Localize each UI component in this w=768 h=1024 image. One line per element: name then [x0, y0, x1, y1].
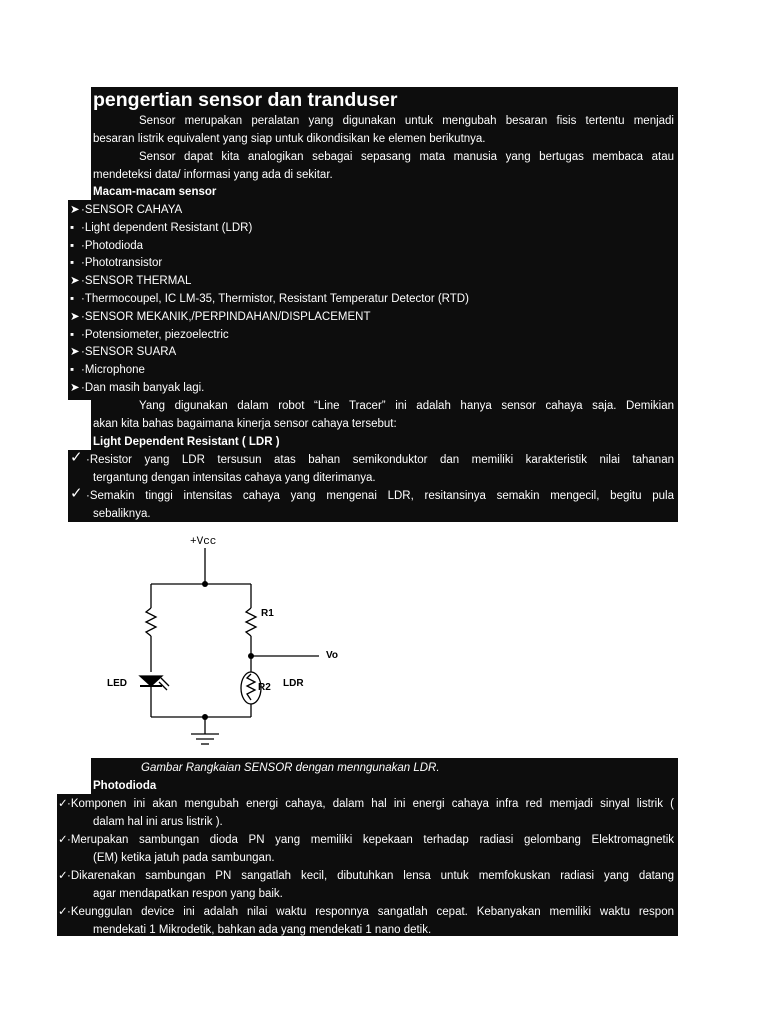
vo-label: Vo	[326, 650, 339, 661]
photodioda-point-line1: ·Keunggulan device ini adalah nilai waktu responnya sangatlah cepat. Kebanyakan memiliki waktu respon	[67, 906, 674, 918]
ldr-point-line1: ·Resistor yang LDR tersusun atas bahan semikonduktor dan memiliki karakteristik nilai tahanan	[86, 454, 674, 466]
check-bullet-icon: ✓	[58, 834, 68, 846]
line-tracer-line1: Yang digunakan dalam robot “Line Tracer” ini adalah hanya sensor cahaya saja. Demikian	[139, 400, 674, 412]
list-item: ▪ ·Potensiometer, piezoelectric	[70, 327, 229, 345]
photodioda-point-line2: dalam hal ini arus listrik ).	[93, 816, 223, 828]
photodioda-point-line1: ·Merupakan sambungan dioda PN yang memiliki kepekaan terhadap radiasi gelombang Elektromagnetik	[67, 834, 674, 846]
list-item: ➤·SENSOR CAHAYA	[70, 202, 182, 220]
photodioda-point-line1: ·Komponen ini akan mengubah energi cahaya, dalam hal ini energi cahaya infra red memjadi sinyal listrik (	[67, 798, 674, 810]
r2-label: R2	[258, 682, 271, 693]
list-item: ➤·SENSOR SUARA	[70, 344, 176, 362]
vcc-label: +Vcc	[190, 536, 217, 548]
ldr-point-line2: sebaliknya.	[93, 508, 151, 520]
intro-p1-line2: besaran listrik equivalent yang siap untuk dikondisikan ke elemen berikutnya.	[93, 133, 486, 145]
intro-p1-line1: Sensor merupakan peralatan yang digunakan untuk mengubah besaran fisis tertentu menjadi	[139, 115, 674, 127]
photodioda-heading: Photodioda	[93, 780, 157, 792]
square-bullet-icon: ▪	[70, 239, 75, 252]
photodioda-point-line1: ·Dikarenakan sambungan PN sangatlah kecil, dibutuhkan lensa untuk memfokuskan radiasi yang datang	[67, 870, 674, 882]
arrow-bullet-icon: ➤	[70, 204, 80, 216]
square-bullet-icon: ▪	[70, 221, 75, 234]
list-item: ▪ ·Phototransistor	[70, 255, 162, 273]
photodioda-point-line2: (EM) ketika jatuh pada sambungan.	[93, 852, 275, 864]
check-bullet-icon: ✓	[70, 449, 83, 466]
figure-caption: Gambar Rangkaian SENSOR dengan menngunakan LDR.	[141, 762, 440, 774]
list-item: ➤·SENSOR THERMAL	[70, 273, 191, 291]
square-bullet-icon: ▪	[70, 293, 75, 305]
r1-label: R1	[261, 608, 274, 619]
led-label: LED	[107, 678, 127, 689]
arrow-bullet-icon: ➤	[70, 382, 80, 394]
list-item: ▪ ·Microphone	[70, 362, 145, 380]
check-bullet-icon: ✓	[58, 870, 68, 882]
page-title: pengertian sensor dan tranduser	[93, 89, 398, 111]
intro-p2-line2: mendeteksi data/ informasi yang ada di sekitar.	[93, 169, 333, 181]
ldr-point-line2: tergantung dengan intensitas cahaya yang diterimanya.	[93, 472, 376, 484]
photodioda-point-line2: agar mendapatkan respon yang baik.	[93, 888, 283, 900]
arrow-bullet-icon: ➤	[70, 310, 80, 323]
ldr-heading: Light Dependent Resistant ( LDR )	[93, 436, 280, 448]
list-item: ▪ ·Thermocoupel, IC LM-35, Thermistor, Resistant Temperatur Detector (RTD)	[70, 291, 469, 309]
ldr-point-line1: ·Semakin tinggi intensitas cahaya yang mengenai LDR, resitansinya semakin mengecil, begitu pula	[86, 490, 674, 502]
intro-p2-line1: Sensor dapat kita analogikan sebagai sepasang mata manusia yang bertugas membaca atau	[139, 151, 674, 163]
check-bullet-icon: ✓	[58, 798, 68, 810]
check-bullet-icon: ✓	[58, 906, 68, 918]
arrow-bullet-icon: ➤	[70, 346, 80, 359]
square-bullet-icon: ▪	[70, 257, 75, 270]
square-bullet-icon: ▪	[70, 364, 75, 377]
list-item: ▪ ·Light dependent Resistant (LDR)	[70, 220, 252, 238]
square-bullet-icon: ▪	[70, 328, 75, 341]
ldr-label: LDR	[283, 678, 304, 689]
line-tracer-line2: akan kita bahas bagaimana kinerja sensor cahaya tersebut:	[93, 418, 397, 430]
photodioda-point-line2: mendekati 1 Mikrodetik, bahkan ada yang mendekati 1 nano detik.	[93, 924, 432, 936]
list-item: ➤·SENSOR MEKANIK,/PERPINDAHAN/DISPLACEMENT	[70, 309, 370, 327]
list-item: ➤·Dan masih banyak lagi.	[70, 380, 204, 398]
arrow-bullet-icon: ➤	[70, 275, 80, 288]
check-bullet-icon: ✓	[70, 485, 83, 502]
list-item: ▪ ·Photodioda	[70, 238, 143, 256]
ldr-circuit-diagram	[93, 522, 346, 758]
macam-heading: Macam-macam sensor	[93, 186, 217, 198]
